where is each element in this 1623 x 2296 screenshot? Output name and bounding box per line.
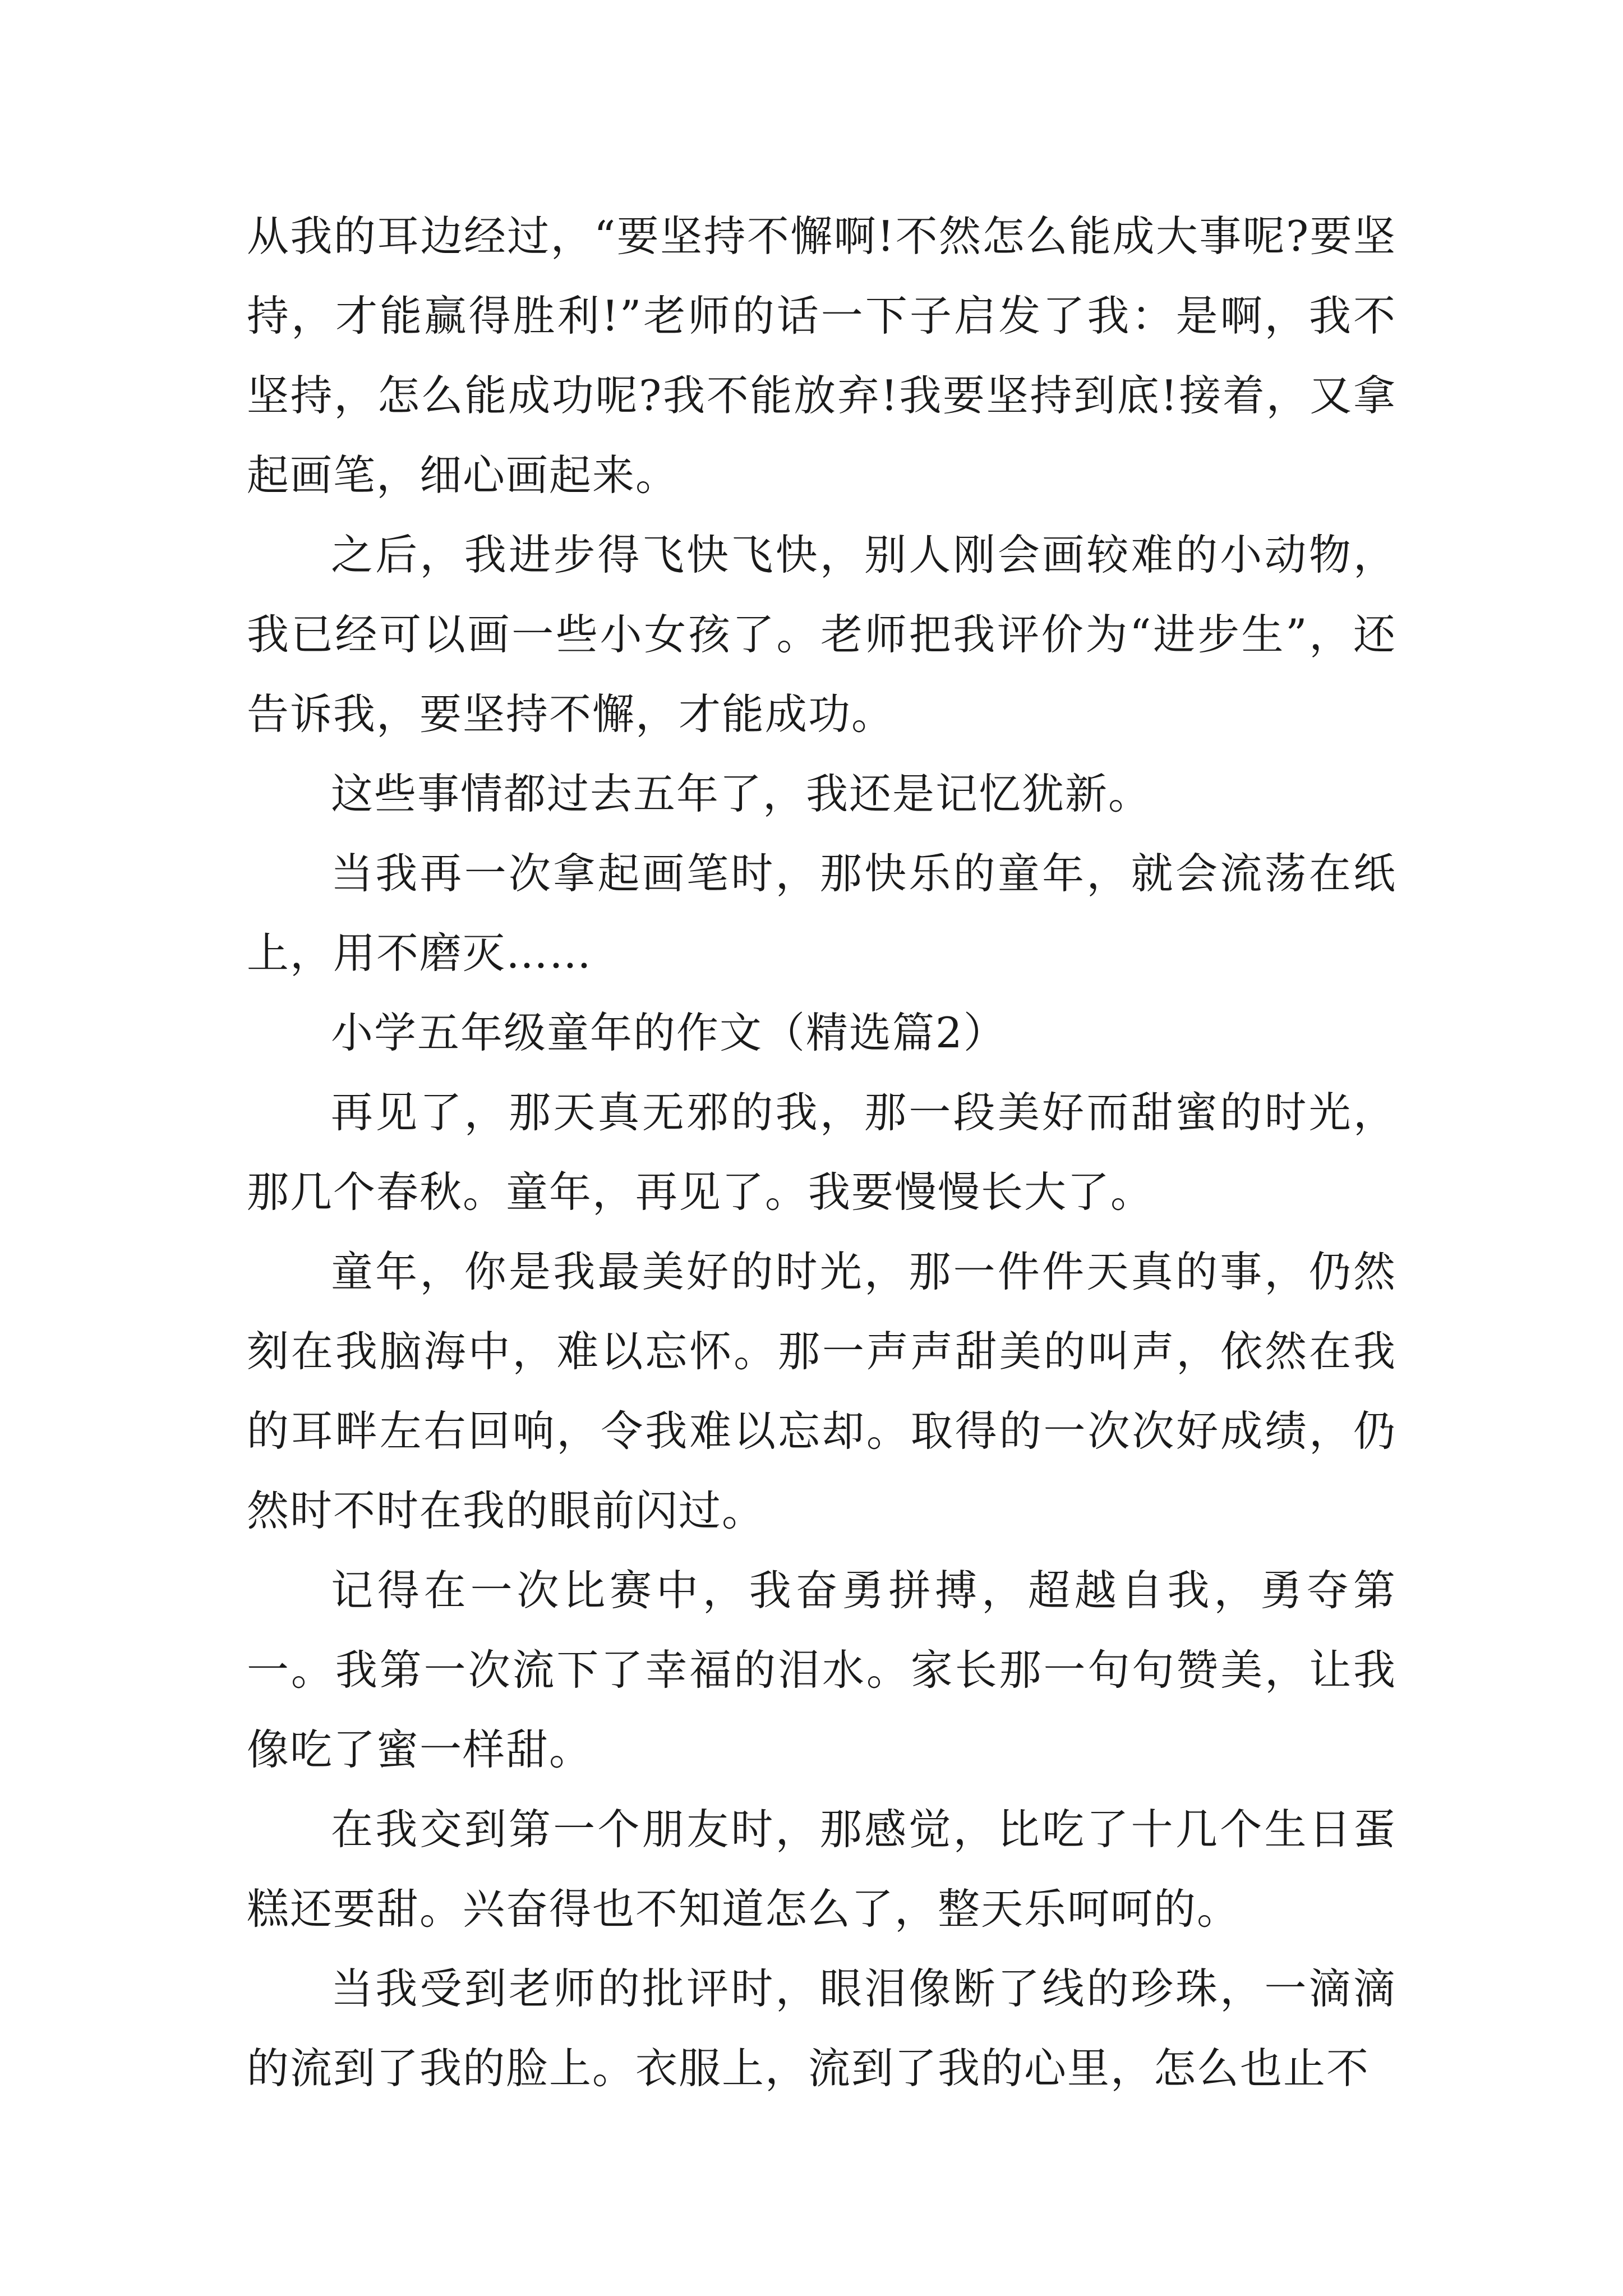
body-text [247, 196, 1396, 2108]
paragraph: 之后，我进步得飞快飞快，别人刚会画较难的小动物，我已经可以画一些小女孩了。老师把我评价为“进步生”，还告诉我，要坚持不懈，才能成功。 [247, 530, 1396, 739]
paragraph: 再见了，那天真无邪的我，那一段美好而甜蜜的时光，那几个春秋。童年，再见了。我要慢慢长大了。 [247, 1088, 1396, 1217]
paragraph: 在我交到第一个朋友时，那感觉，比吃了十几个生日蛋糕还要甜。兴奋得也不知道怎么了，整天乐呵呵的。 [247, 1805, 1396, 1934]
paragraph: 从我的耳边经过，“要坚持不懈啊!不然怎么能成大事呢?要坚持，才能赢得胜利!”老师的话一下子启发了我：是啊，我不坚持，怎么能成功呢?我不能放弃!我要坚持到底!接着，又拿起画笔，细心画起来。 [247, 211, 1396, 500]
paragraph: 记得在一次比赛中，我奋勇拼搏，超越自我，勇夺第一。我第一次流下了幸福的泪水。家长那一句句赞美，让我像吃了蜜一样甜。 [247, 1566, 1396, 1774]
paragraph: 这些事情都过去五年了，我还是记忆犹新。 [331, 769, 1152, 818]
paragraph: 当我受到老师的批评时，眼泪像断了线的珍珠，一滴滴的流到了我的脸上。衣服上，流到了我的心里，怎么也止不 [247, 1964, 1396, 2093]
section-heading: 小学五年级童年的作文（精选篇2） [331, 1008, 1007, 1057]
paragraph: 童年，你是我最美好的时光，那一件件天真的事，仍然刻在我脑海中，难以忘怀。那一声声甜美的叫声，依然在我的耳畔左右回响，令我难以忘却。取得的一次次好成绩，仍然时不时在我的眼前闪过。 [247, 1247, 1396, 1535]
paragraph: 当我再一次拿起画笔时，那快乐的童年，就会流荡在纸上，用不磨灭…… [247, 849, 1396, 978]
